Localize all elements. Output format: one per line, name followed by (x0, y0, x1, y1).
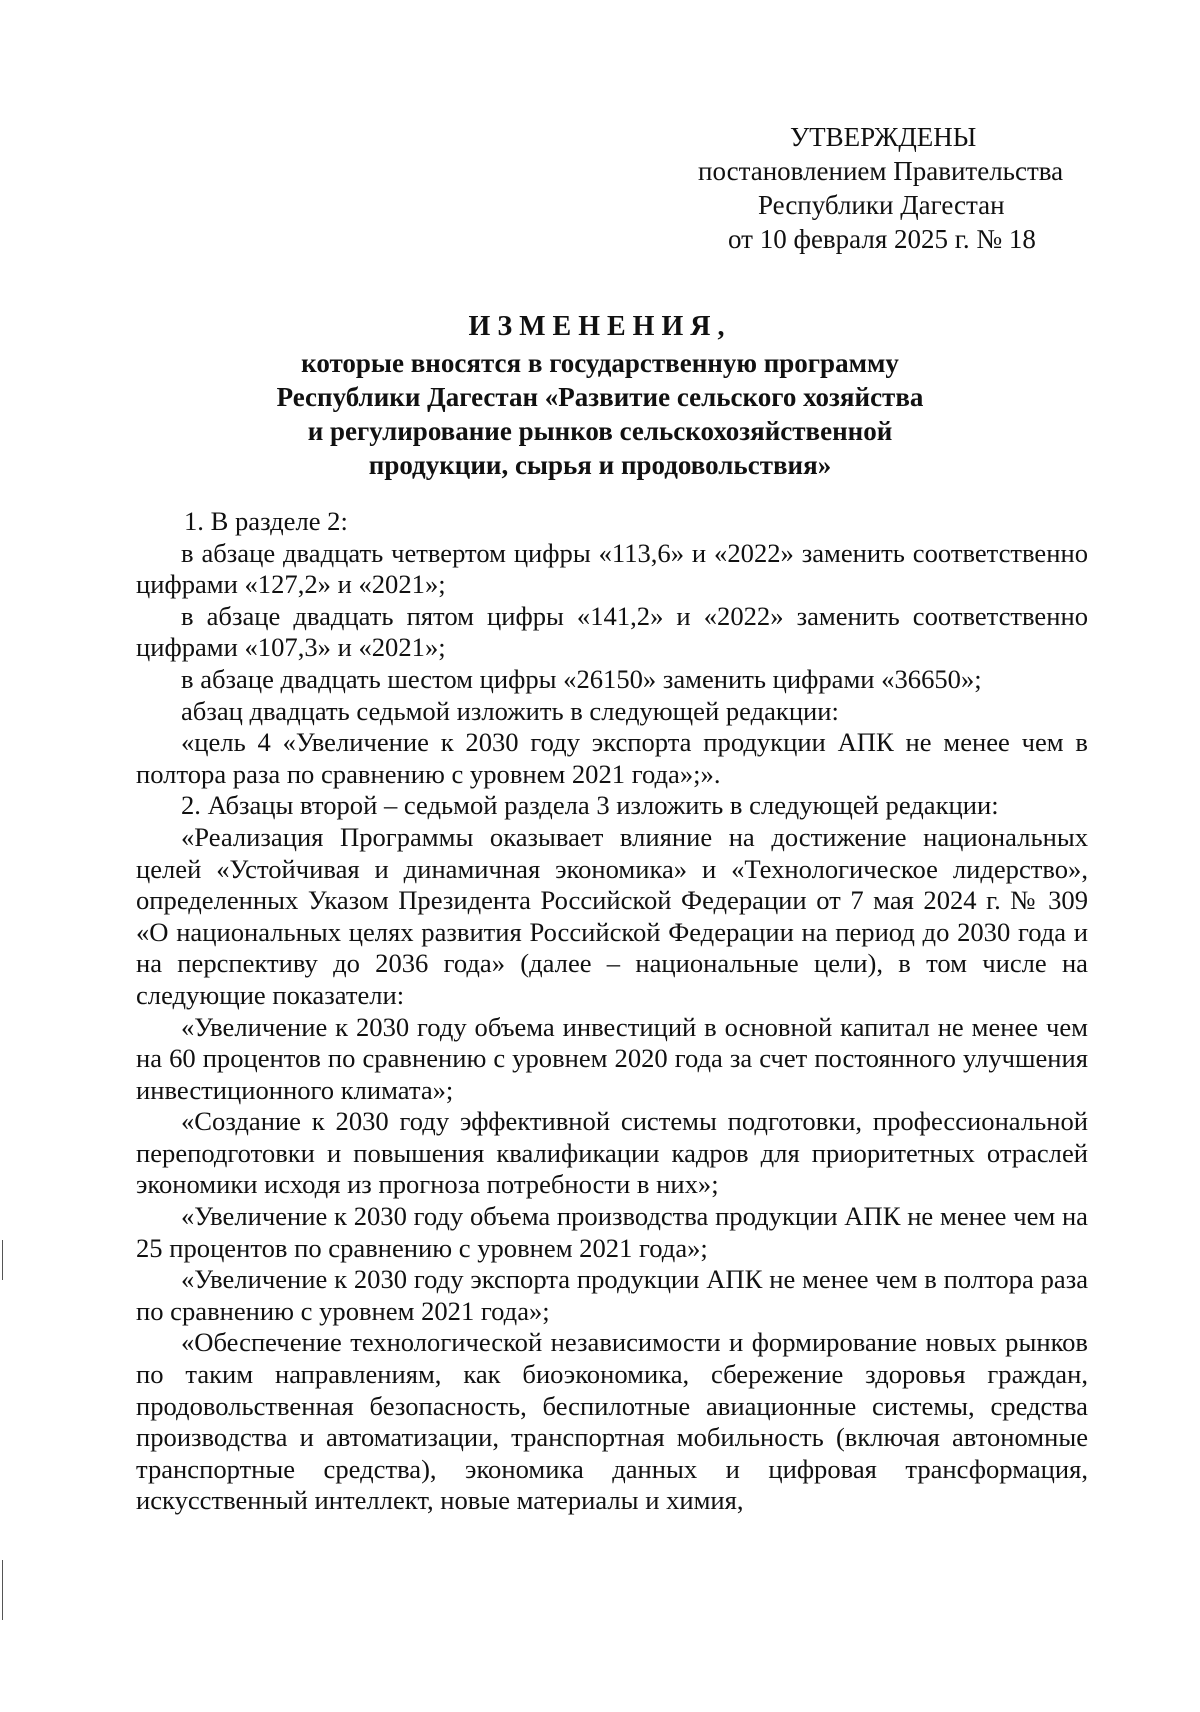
approval-line: постановлением Правительства (698, 156, 1064, 186)
body-paragraph: «Увеличение к 2030 году объема инвестиций в основной капитал не менее чем на 60 процентов по сравнению с уровнем 2020 года за счет постоянного улучшения инвестиционного климата»; (136, 1011, 1088, 1105)
heading-line: Республики Дагестан «Развитие сельского хозяйства (276, 382, 924, 412)
heading-line: продукции, сырья и продовольствия» (368, 450, 832, 480)
heading-line: которые вносятся в государственную программу (301, 348, 899, 378)
document-body (136, 506, 1088, 1517)
body-paragraph: абзац двадцать седьмой изложить в следующей редакции: (181, 695, 839, 726)
body-paragraph: «Увеличение к 2030 году экспорта продукции АПК не менее чем в полтора раза по сравнению с уровнем 2021 года»; (136, 1264, 1088, 1326)
document-title: ИЗМЕНЕНИЯ, (468, 311, 732, 342)
body-paragraph: 2. Абзацы второй – седьмой раздела 3 изложить в следующей редакции: (181, 790, 999, 821)
heading-line: и регулирование рынков сельскохозяйственной (307, 416, 893, 446)
body-paragraph: «Обеспечение технологической независимости и формирование новых рынков по таким направлениям, как биоэкономика, сбережение здоровья граждан, продовольственная безопасность, беспилотные авиационные системы, средства производства и автоматизации, транспортная мобильность (включая автономные транспортные средства), экономика данных и цифровая трансформация, искусственный интеллект, новые материалы и химия, (136, 1327, 1088, 1516)
approval-block (690, 120, 1090, 256)
approval-line: от 10 февраля 2025 г. № 18 (728, 224, 1036, 254)
body-paragraph: «Создание к 2030 году эффективной системы подготовки, профессиональной переподготовки и повышения квалификации кадров для приоритетных отраслей экономики исходя из прогноза потребности в них»; (136, 1106, 1088, 1200)
body-paragraph: в абзаце двадцать шестом цифры «26150» заменить цифрами «36650»; (181, 663, 982, 694)
body-paragraph: «цель 4 «Увеличение к 2030 году экспорта продукции АПК не менее чем в полтора раза по сравнению с уровнем 2021 года»;». (136, 727, 1088, 789)
body-paragraph: «Увеличение к 2030 году объема производства продукции АПК не менее чем на 25 процентов по сравнению с уровнем 2021 года»; (136, 1201, 1088, 1263)
body-paragraph: в абзаце двадцать пятом цифры «141,2» и «2022» заменить соответственно цифрами «107,3» и «2021»; (136, 600, 1088, 663)
approval-line: УТВЕРЖДЕНЫ (790, 122, 977, 152)
body-paragraph: в абзаце двадцать четвертом цифры «113,6» и «2022» заменить соответственно цифрами «127,2» и «2021»; (136, 537, 1088, 600)
scan-edge-mark (2, 1560, 3, 1620)
body-paragraph: 1. В разделе 2: (184, 506, 348, 536)
scan-edge-mark (2, 1240, 3, 1280)
approval-line: Республики Дагестан (758, 190, 1005, 220)
document-heading (200, 310, 1000, 482)
body-paragraph: «Реализация Программы оказывает влияние на достижение национальных целей «Устойчивая и динамичная экономика» и «Технологическое лидерство», определенных Указом Президента Российской Федерации от 7 мая 2024 г. № 309 «О национальных целях развития Российской Федерации на период до 2030 года и на перспективу до 2036 года» (далее – национальные цели), в том числе на следующие показатели: (136, 821, 1088, 1010)
